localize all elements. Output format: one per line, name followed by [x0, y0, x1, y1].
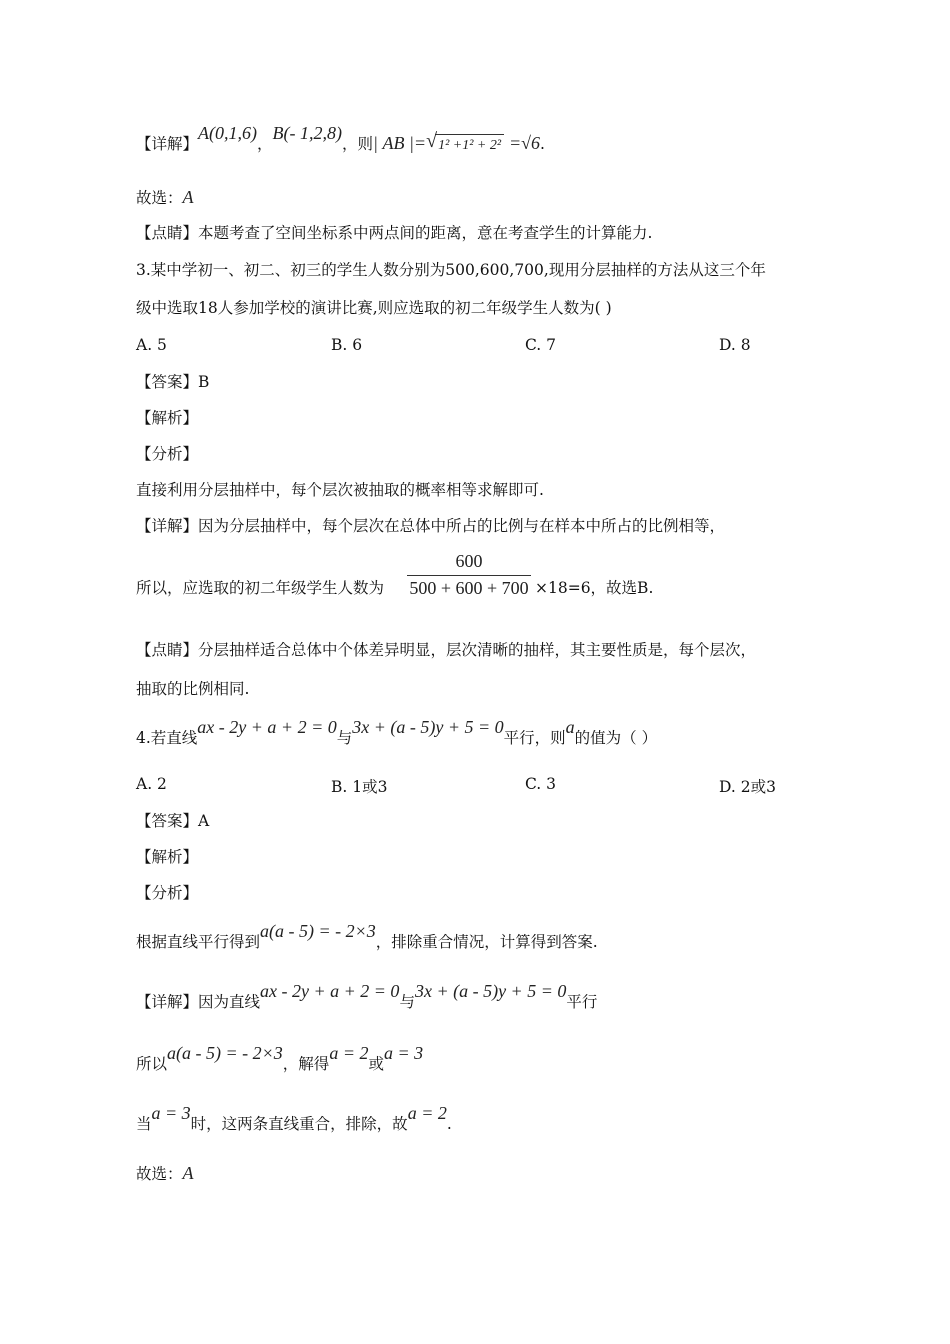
then-text: ，则 [342, 135, 374, 153]
comment-text: 本题考查了空间坐标系中两点间的距离，意在考查学生的计算能力. [198, 224, 653, 242]
fraction-numerator: 600 [407, 551, 531, 576]
q4-detail-equation-2: 3x + (a - 5)y + 5 = 0 [414, 981, 567, 1001]
detail-tag: 【详解】 [136, 135, 199, 153]
q4-fenxi-equation: a(a - 5) = - 2×3 [260, 921, 376, 941]
q3-fenxi: 【分析】 [136, 445, 199, 463]
q3-option-d: D. 8 [719, 336, 751, 354]
q3-stem-line1: 3.某中学初一、初二、初三的学生人数分别为500,600,700,现用分层抽样的方法从这三个年 [136, 261, 766, 279]
q3-comment-line1: 【点睛】分层抽样适合总体中个体差异明显，层次清晰的抽样，其主要性质是，每个层次， [136, 641, 757, 659]
q4-when-mid: 时，这两条直线重合，排除，故 [190, 1115, 408, 1133]
q4-detail-prefix: 【详解】因为直线 [136, 993, 261, 1011]
q4-stem-mid: 平行，则 [503, 729, 566, 747]
q3-option-b: B. 6 [331, 336, 363, 354]
period: . [446, 1115, 452, 1133]
q4-equation-1: ax - 2y + a + 2 = 0 [197, 717, 337, 737]
q4-stem-prefix: 4.若直线 [136, 729, 198, 747]
sqrt-expression: √ 1² +1² + 2² [426, 132, 504, 157]
q4-so-equation: a(a - 5) = - 2×3 [167, 1043, 283, 1063]
q4-stem [136, 717, 658, 749]
and-text: 与 [336, 729, 353, 747]
q4-answer: 【答案】A [136, 812, 210, 830]
q4-when-line [136, 1103, 452, 1135]
q4-analysis: 【解析】 [136, 848, 199, 866]
point-a: A(0,1,6) [198, 123, 257, 143]
q3-analysis: 【解析】 [136, 409, 199, 427]
q3-fenxi-text: 直接利用分层抽样中，每个层次被抽取的概率相等求解即可. [136, 481, 544, 499]
comment-line [136, 222, 652, 244]
comment-tag: 【点睛】 [136, 224, 199, 242]
choose-label: 故选： [136, 189, 183, 207]
q3-comment-line2: 抽取的比例相同. [136, 680, 250, 698]
choose-label: 故选： [136, 1165, 183, 1183]
choose-value: A [182, 187, 194, 207]
q4-fenxi: 【分析】 [136, 884, 199, 902]
radicand: 1² +1² + 2² [435, 134, 504, 157]
q3-stem-line2: 级中选取18人参加学校的演讲比赛,则应选取的初二年级学生人数为( ) [136, 299, 612, 317]
q4-equation-2: 3x + (a - 5)y + 5 = 0 [352, 717, 504, 737]
q4-option-b: B. 1或3 [331, 778, 388, 796]
q3-answer: 【答案】B [136, 373, 210, 391]
and-text: 与 [399, 993, 415, 1011]
q4-detail-equation-1: ax - 2y + a + 2 = 0 [260, 981, 400, 1001]
q4-detail-suffix: 平行 [566, 993, 598, 1011]
q4-when-equation: a = 3 [151, 1103, 191, 1123]
q3-detail: 【详解】因为分层抽样中，每个层次在总体中所占的比例与在样本中所占的比例相等， [136, 517, 726, 535]
separator: ， [257, 135, 273, 153]
q3-option-a: A. 5 [136, 336, 167, 354]
q3-so-line [136, 577, 384, 599]
choose-value: A [182, 1163, 194, 1183]
abs-ab: | AB |= [373, 133, 427, 153]
q4-detail-line [136, 981, 598, 1013]
variable-a: a [565, 717, 575, 737]
q4-solution-2: a = 3 [383, 1043, 424, 1063]
point-b: B(- 1,2,8) [272, 123, 342, 143]
q4-solution-1: a = 2 [329, 1043, 369, 1063]
result-sqrt6: =√6 [509, 133, 541, 153]
q4-so-mid: ，解得 [282, 1055, 330, 1073]
q3-so-suffix: ×18=6，故选B. [535, 579, 654, 597]
q4-option-c: C. 3 [525, 775, 557, 793]
choose-line [136, 186, 194, 209]
q3-fraction [407, 551, 531, 599]
q4-option-a: A. 2 [136, 775, 167, 793]
q3-option-c: C. 7 [525, 336, 557, 354]
or-text: 或 [368, 1055, 384, 1073]
q4-fenxi-suffix: ，排除重合情况，计算得到答案. [375, 933, 598, 951]
q4-final-equation: a = 2 [407, 1103, 447, 1123]
fraction-denominator: 500 + 600 + 700 [409, 578, 529, 598]
q4-option-d: D. 2或3 [719, 778, 776, 796]
q3-so-prefix: 所以，应选取的初二年级学生人数为 [136, 579, 385, 597]
q4-stem-suffix: 的值为（ ） [574, 729, 658, 747]
detail-line-distance [136, 123, 545, 157]
q4-so-line [136, 1043, 424, 1075]
q4-when: 当 [136, 1115, 152, 1133]
q4-choose-line [136, 1162, 194, 1185]
q4-fenxi-line [136, 921, 598, 953]
q4-fenxi-prefix: 根据直线平行得到 [136, 933, 261, 951]
period: . [540, 135, 545, 153]
q4-so-prefix: 所以 [136, 1055, 168, 1073]
